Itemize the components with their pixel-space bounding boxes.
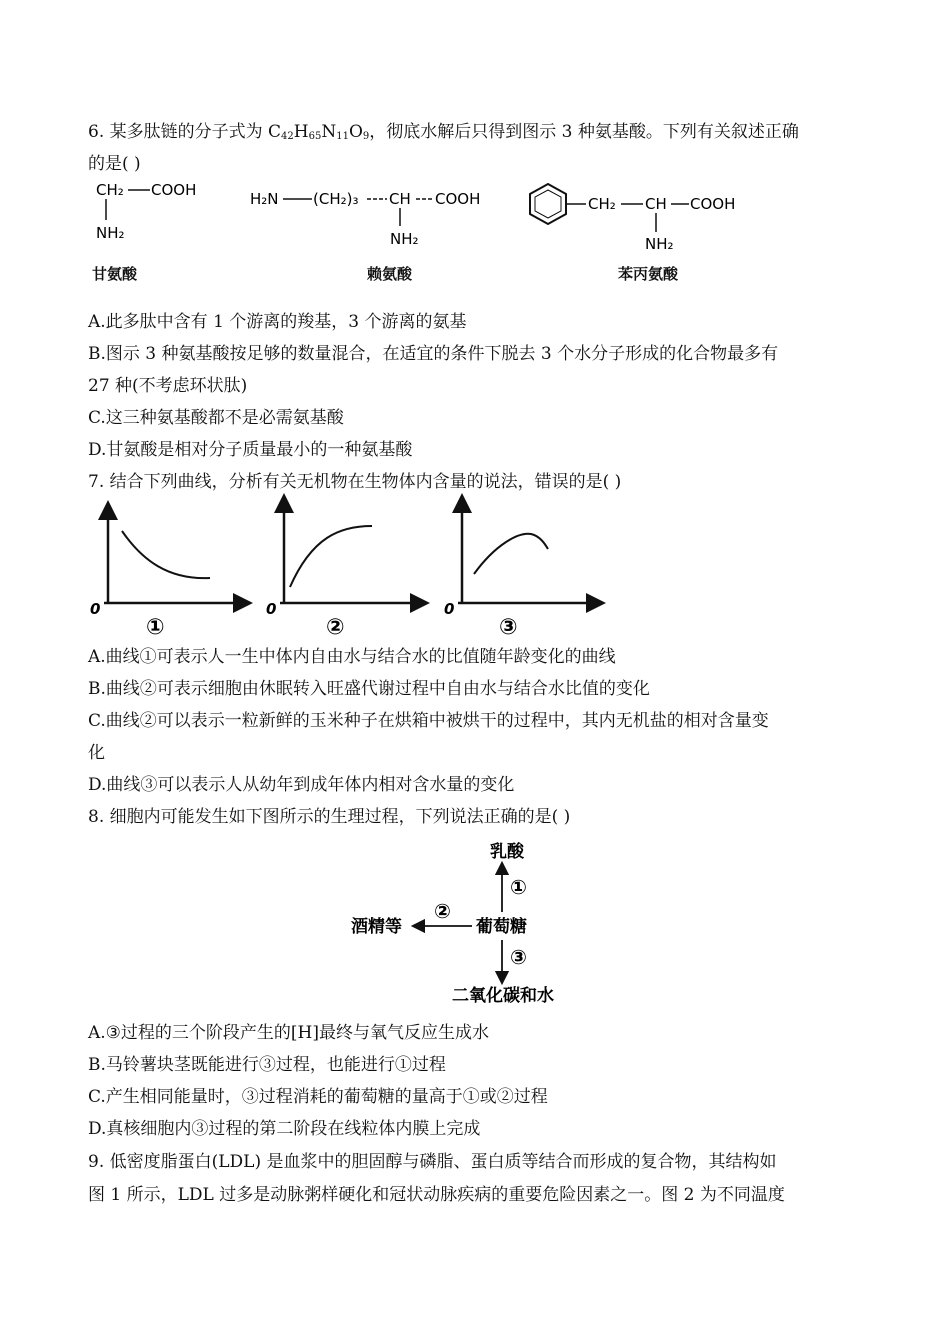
- q7-option-a: A.曲线①可表示人一生中体内自由水与结合水的比值随年龄变化的曲线: [88, 647, 616, 667]
- phenylalanine-cooh: COOH: [690, 195, 736, 213]
- lysine-name: 赖氨酸: [367, 265, 413, 283]
- graph-1-label: ①: [146, 615, 165, 640]
- diagram-lactic-acid: 乳酸: [490, 842, 524, 862]
- q6-option-a: A.此多肽中含有 1 个游离的羧基，3 个游离的氨基: [88, 312, 467, 332]
- lysine-nh2: NH₂: [390, 230, 419, 248]
- graph-2-label: ②: [326, 615, 345, 640]
- graph-1-origin: 0: [90, 600, 101, 618]
- q7-stem: 7. 结合下列曲线，分析有关无机物在生物体内含量的说法，错误的是( ): [88, 472, 622, 492]
- phenylalanine-name: 苯丙氨酸: [618, 265, 679, 283]
- phenylalanine-nh2: NH₂: [645, 235, 674, 253]
- graph-3-origin: 0: [444, 600, 455, 618]
- q8-option-d: D.真核细胞内③过程的第二阶段在线粒体内膜上完成: [88, 1119, 481, 1139]
- glycine-name: 甘氨酸: [92, 265, 138, 283]
- q9-stem-line1: 9. 低密度脂蛋白(LDL) 是血浆中的胆固醇与磷脂、蛋白质等结合而形成的复合物，其结构如: [88, 1152, 777, 1172]
- q8-option-b: B.马铃薯块茎既能进行③过程，也能进行①过程: [88, 1055, 446, 1075]
- q6-option-b-line1: B.图示 3 种氨基酸按足够的数量混合，在适宜的条件下脱去 3 个水分子形成的化合物最多有: [88, 344, 779, 364]
- q7-option-d: D.曲线③可以表示人从幼年到成年体内相对含水量的变化: [88, 775, 515, 795]
- diagram-path-3: ③: [510, 945, 527, 969]
- phenylalanine-ch2: CH₂: [588, 195, 616, 213]
- graph-2-origin: 0: [266, 600, 277, 618]
- q7-option-c-line2: 化: [88, 743, 105, 763]
- lysine-cooh: COOH: [435, 190, 481, 208]
- glycine-ch2: CH₂: [96, 181, 124, 199]
- diagram-path-2: ②: [434, 899, 451, 923]
- diagram-co2-water: 二氧化碳和水: [452, 986, 554, 1006]
- q6-option-b-line2: 27 种(不考虑环状肽): [88, 376, 248, 396]
- lysine-chain: (CH₂)₃: [313, 190, 359, 208]
- q8-option-c: C.产生相同能量时，③过程消耗的葡萄糖的量高于①或②过程: [88, 1087, 548, 1107]
- q7-option-b: B.曲线②可表示细胞由休眠转入旺盛代谢过程中自由水与结合水比值的变化: [88, 679, 650, 699]
- phenylalanine-ch: CH: [645, 195, 667, 213]
- lysine-h2n: H₂N: [250, 190, 279, 208]
- diagram-ethanol: 酒精等: [351, 917, 402, 937]
- q8-stem: 8. 细胞内可能发生如下图所示的生理过程，下列说法正确的是( ): [88, 807, 571, 827]
- q6-stem-line1: 6. 某多肽链的分子式为 $C_{42}H_{65}N_{11}O_9$，彻底水解后只得到图示 3 种氨基酸。下列有关叙述正确: [88, 122, 799, 142]
- diagram-glucose: 葡萄糖: [476, 917, 527, 937]
- q6-stem-line2: 的是( ): [88, 154, 141, 174]
- q6-option-d: D.甘氨酸是相对分子质量最小的一种氨基酸: [88, 440, 413, 460]
- lysine-ch: CH: [389, 190, 411, 208]
- glycine-nh2: NH₂: [96, 224, 125, 242]
- glycine-cooh: COOH: [151, 181, 197, 199]
- q9-stem-line2: 图 1 所示，LDL 过多是动脉粥样硬化和冠状动脉疾病的重要危险因素之一。图 2 为不同温度: [88, 1185, 785, 1205]
- q8-option-a: A.③过程的三个阶段产生的[H]最终与氧气反应生成水: [88, 1023, 490, 1043]
- graph-3-label: ③: [499, 615, 518, 640]
- q7-option-c-line1: C.曲线②可以表示一粒新鲜的玉米种子在烘箱中被烘干的过程中，其内无机盐的相对含量变: [88, 711, 769, 731]
- diagram-path-1: ①: [510, 875, 527, 899]
- q6-option-c: C.这三种氨基酸都不是必需氨基酸: [88, 408, 344, 428]
